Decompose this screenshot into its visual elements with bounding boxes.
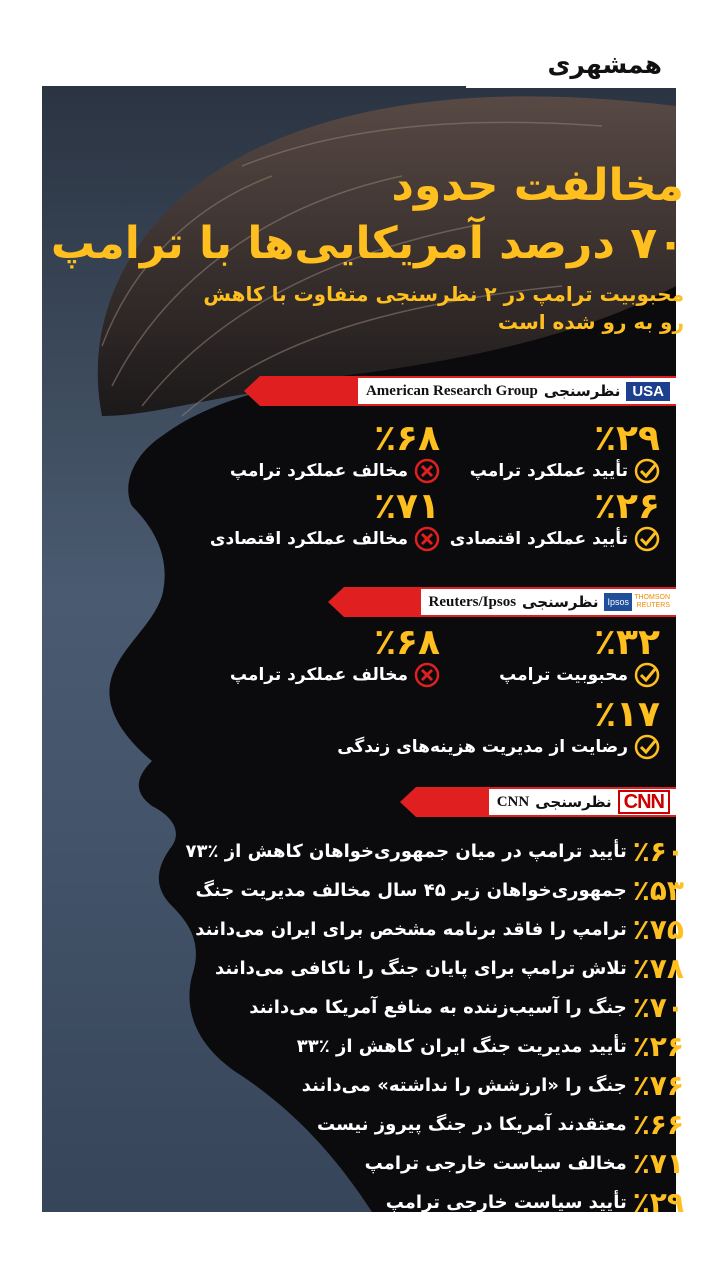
stat-percent: ٪۷۱ xyxy=(632,1147,684,1180)
list-item xyxy=(186,1144,684,1183)
stat-item xyxy=(499,624,660,688)
thomson-reuters-logo: THOMSON REUTERS xyxy=(634,594,670,609)
stat-text: جنگ را آسیب‌زننده به منافع آمریکا می‌دانند xyxy=(249,997,627,1018)
stat-percent: ٪۶۰ xyxy=(632,835,684,868)
stat-text: ترامپ را فاقد برنامه مشخص برای ایران می‌دانند xyxy=(195,919,627,940)
poll-label: نظرسنجی xyxy=(535,793,612,811)
stat-text: جمهوری‌خواهان زیر ۴۵ سال مخالف مدیریت جنگ xyxy=(195,880,627,901)
cnn-logo: CNN xyxy=(618,790,670,814)
cross-icon xyxy=(414,526,440,552)
list-item xyxy=(186,1066,684,1105)
stat-text: مخالف عملکرد ترامپ xyxy=(229,665,408,685)
stat-item xyxy=(230,624,440,688)
check-icon xyxy=(634,662,660,688)
stat-percent: ٪۲۶ xyxy=(632,1030,684,1063)
stat-percent: ٪۲۹ xyxy=(632,1186,684,1219)
stat-percent: ٪۷۱ xyxy=(374,486,440,527)
brand-logo: همشهری xyxy=(547,50,662,79)
stat-item xyxy=(337,696,660,760)
cross-icon xyxy=(414,458,440,484)
stat-item xyxy=(210,488,440,552)
poll-banner-arg xyxy=(260,376,676,406)
check-icon xyxy=(634,526,660,552)
stat-percent: ٪۱۷ xyxy=(594,694,660,735)
cnn-stat-list xyxy=(186,832,684,1222)
stat-text: تأیید سیاست خارجی ترامپ xyxy=(385,1192,627,1213)
stat-percent: ٪۷۰ xyxy=(632,991,684,1024)
poll-source: American Research Group xyxy=(365,382,538,399)
headline-line-2: ۷۰ درصد آمریکایی‌ها با ترامپ xyxy=(50,218,684,269)
stat-percent: ٪۲۹ xyxy=(594,418,660,459)
stat-text: رضایت از مدیریت هزینه‌های زندگی xyxy=(337,737,628,757)
stat-percent: ٪۷۸ xyxy=(632,952,684,985)
list-item xyxy=(186,949,684,988)
stat-text: مخالف عملکرد ترامپ xyxy=(229,461,408,481)
stat-item xyxy=(230,420,440,484)
stat-percent: ٪۲۶ xyxy=(594,486,660,527)
stat-item xyxy=(450,488,660,552)
poll-banner-cnn xyxy=(416,787,676,817)
list-item xyxy=(186,910,684,949)
stat-text: مخالف عملکرد اقتصادی xyxy=(209,529,408,549)
headline-line-1: مخالفت حدود xyxy=(391,160,684,211)
list-item xyxy=(186,988,684,1027)
subtitle-line-1: محبوبیت ترامپ در ۲ نظرسنجی متفاوت با کاهش xyxy=(203,282,684,306)
poll-banner-reuters xyxy=(344,587,676,617)
poll-label: نظرسنجی xyxy=(522,593,599,611)
subtitle-line-2: رو به رو شده است xyxy=(497,310,684,334)
stat-text: تأیید مدیریت جنگ ایران کاهش از ٪۳۳ xyxy=(296,1036,627,1057)
stat-percent: ٪۶۶ xyxy=(632,1108,684,1141)
stat-percent: ٪۵۳ xyxy=(632,874,684,907)
stat-percent: ٪۷۶ xyxy=(632,1069,684,1102)
poll-source: Reuters/Ipsos xyxy=(428,593,517,610)
list-item xyxy=(186,1105,684,1144)
stat-item xyxy=(470,420,660,484)
stat-text: محبوبیت ترامپ xyxy=(499,665,628,685)
stat-percent: ٪۶۸ xyxy=(374,622,440,663)
check-icon xyxy=(634,458,660,484)
stat-text: تأیید ترامپ در میان جمهوری‌خواهان کاهش از ٪۷۳ xyxy=(185,841,627,862)
ipsos-logo: Ipsos xyxy=(604,593,632,611)
stat-percent: ٪۶۸ xyxy=(374,418,440,459)
stat-text: جنگ را «ارزشش را نداشته» می‌دانند xyxy=(301,1075,627,1096)
list-item xyxy=(186,1027,684,1066)
cross-icon xyxy=(414,662,440,688)
brand-tab xyxy=(466,46,676,88)
stat-percent: ٪۳۲ xyxy=(594,622,660,663)
stat-text: معتقدند آمریکا در جنگ پیروز نیست xyxy=(317,1114,627,1135)
stat-text: مخالف سیاست خارجی ترامپ xyxy=(364,1153,627,1174)
poll-label: نظرسنجی xyxy=(543,382,621,400)
stat-text: تأیید عملکرد اقتصادی xyxy=(449,529,628,549)
stat-percent: ٪۷۵ xyxy=(632,913,684,946)
check-icon xyxy=(634,734,660,760)
list-item xyxy=(186,871,684,910)
list-item xyxy=(186,1183,684,1222)
stat-text: تلاش ترامپ برای پایان جنگ را ناکافی می‌دانند xyxy=(214,958,627,979)
stat-text: تأیید عملکرد ترامپ xyxy=(469,461,628,481)
usa-logo: USA xyxy=(626,382,670,401)
list-item xyxy=(186,832,684,871)
poll-source: CNN xyxy=(496,793,530,810)
